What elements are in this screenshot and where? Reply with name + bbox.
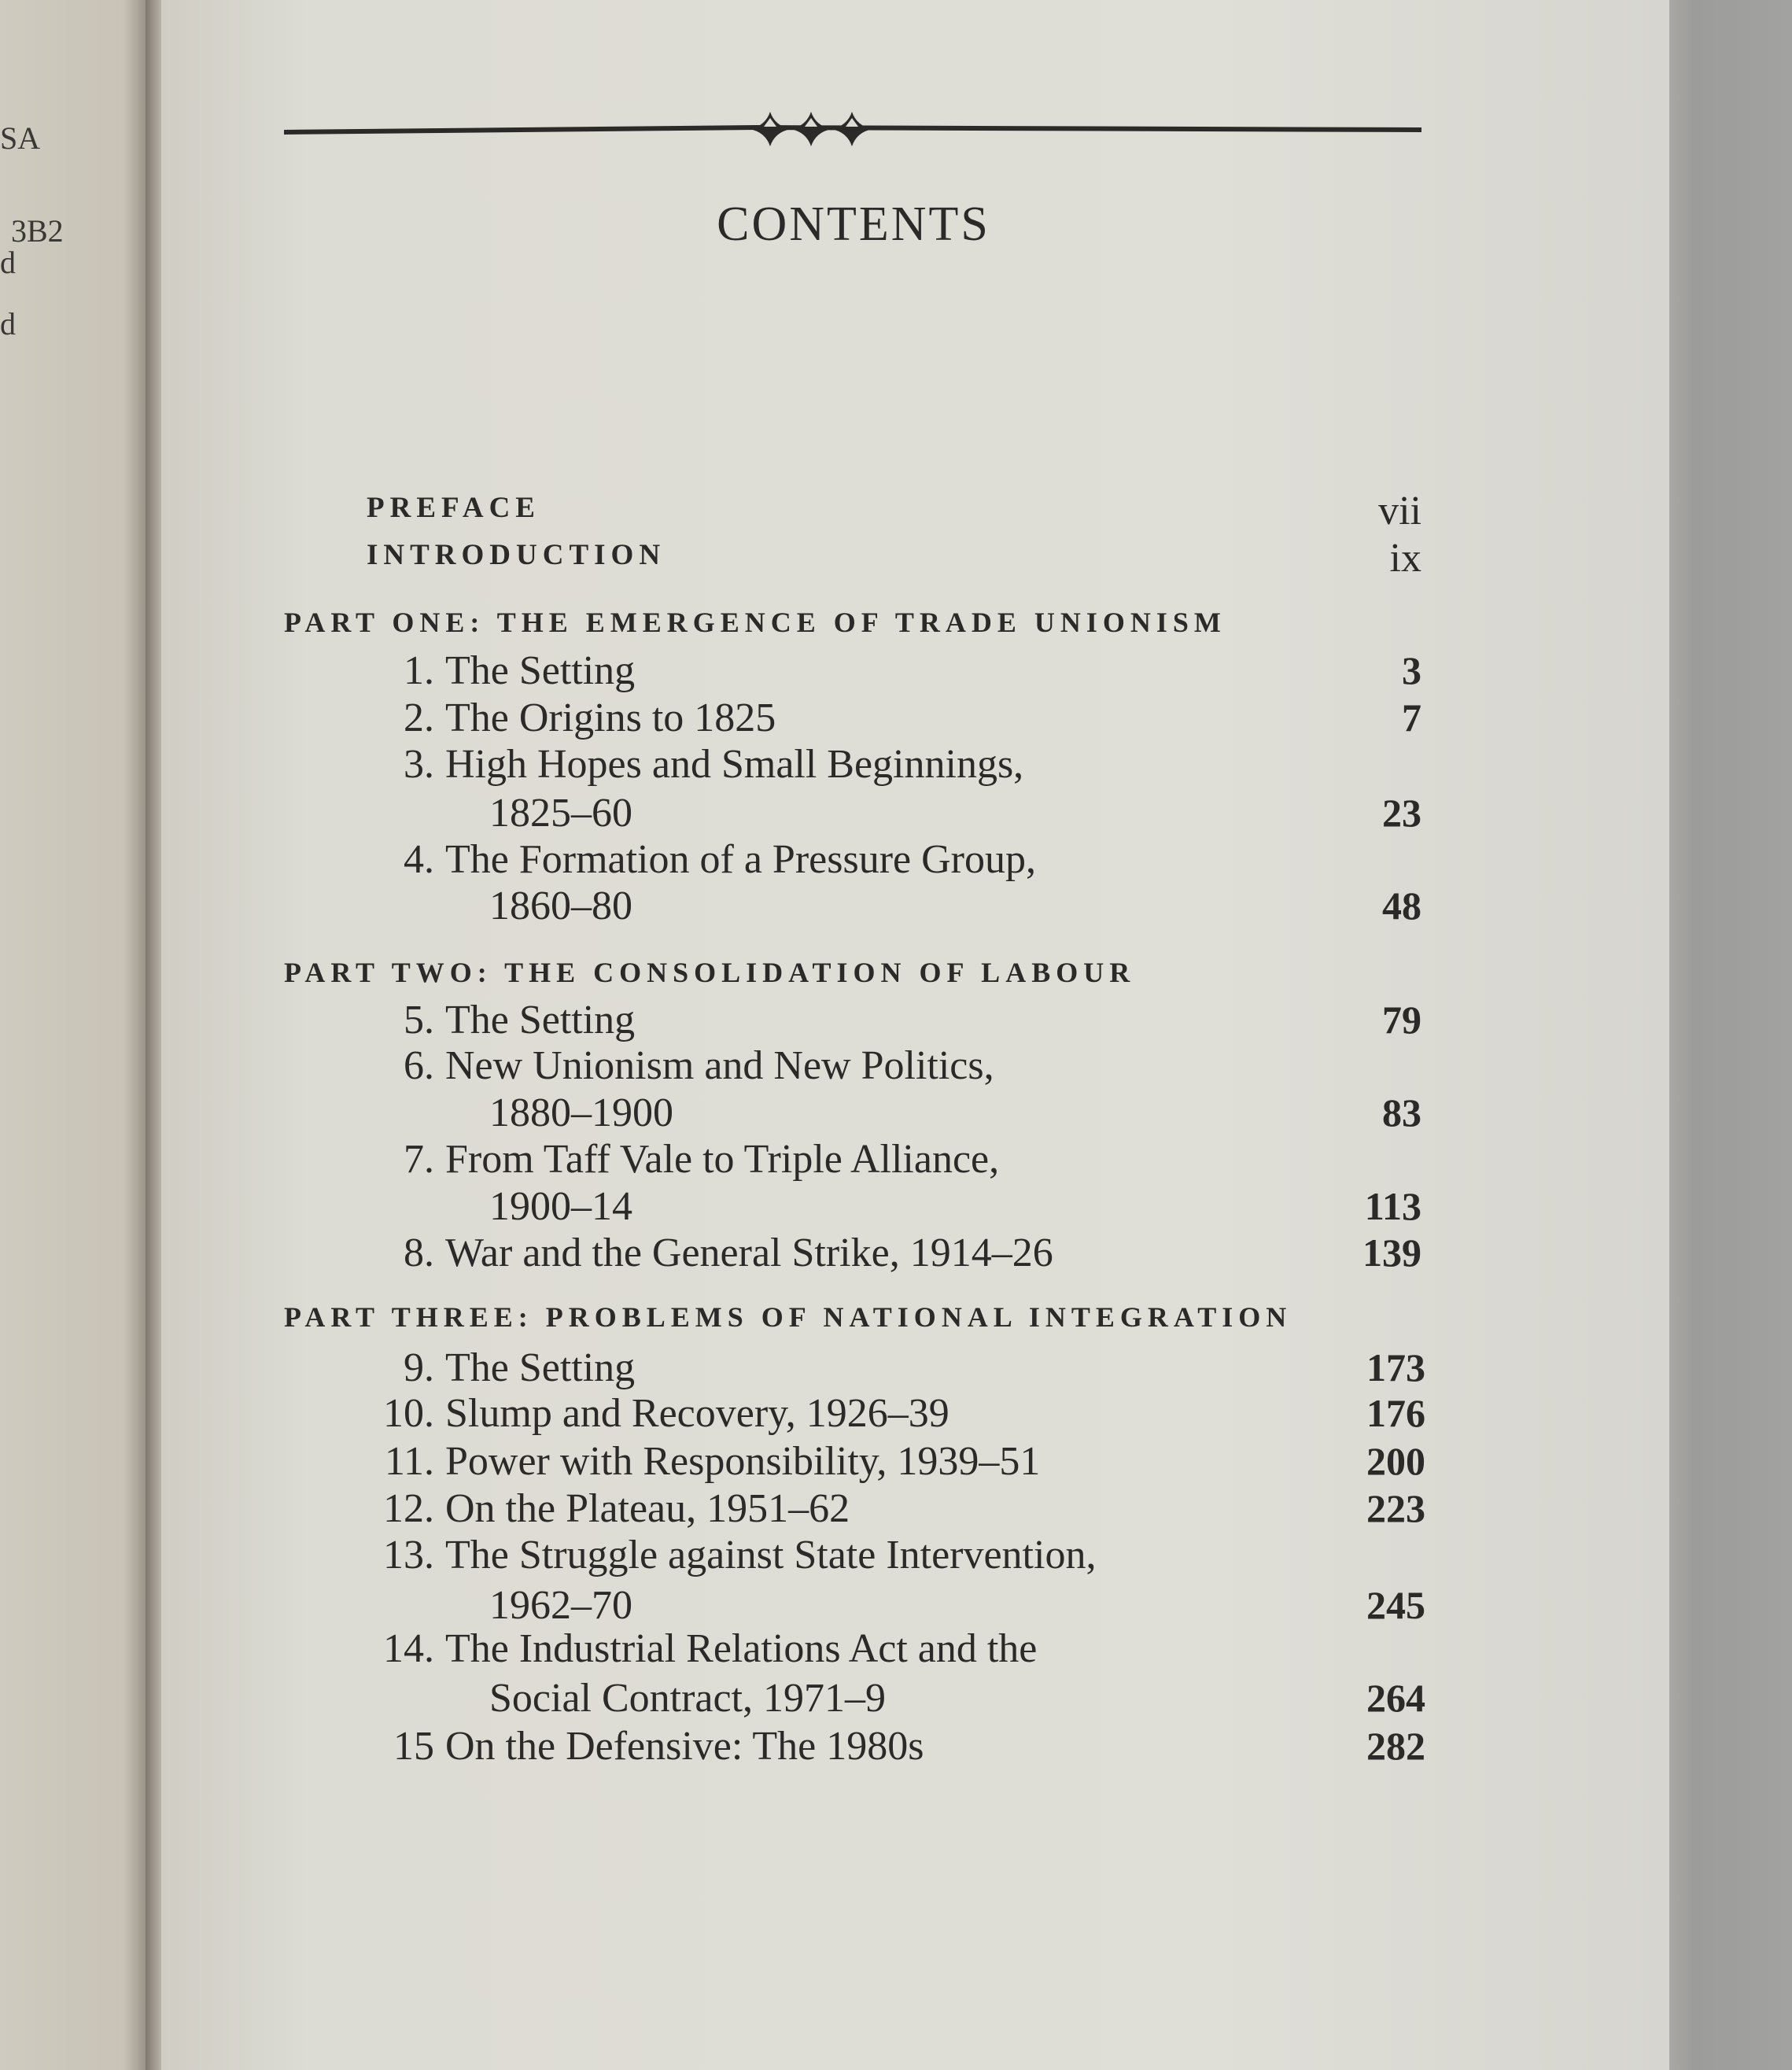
page-number: ix [1389,536,1421,581]
chapter-number: 15 [393,1724,434,1769]
chapter-number: 1. [404,648,434,693]
page-number: 139 [1362,1231,1421,1275]
page-number: 264 [1366,1676,1425,1720]
part-heading: PART TWO: THE CONSOLIDATION OF LABOUR [284,957,1136,988]
chapter-number: 5. [404,998,434,1042]
chapter-title: From Taff Vale to Triple Alliance, [445,1137,1000,1182]
chapter-title: The Struggle against State Intervention, [445,1533,1097,1577]
chapter-title: The Industrial Relations Act and the [445,1626,1038,1671]
chapter-number: 12. [383,1486,434,1531]
page-title: CONTENTS [717,197,990,251]
chapter-title: The Formation of a Pressure Group, [445,837,1036,882]
chapter-number: 10. [383,1391,434,1436]
page-number: 245 [1366,1583,1425,1627]
left-page-fragment: SA [0,120,41,156]
part-heading: PART THREE: PROBLEMS OF NATIONAL INTEGRATION [284,1301,1292,1333]
chapter-title: On the Plateau, 1951–62 [445,1486,850,1531]
chapter-title-continuation: 1900–14 [489,1184,632,1229]
page-number: 223 [1366,1486,1425,1530]
page-number: 3 [1402,648,1421,692]
chapter-title-continuation: 1880–1900 [489,1090,673,1135]
chapter-number: 3. [404,742,434,787]
page-number: 176 [1366,1391,1425,1435]
ornamental-rule-icon [284,110,1421,149]
front-matter-label: PREFACE [367,492,540,524]
chapter-title: Slump and Recovery, 1926–39 [445,1391,949,1436]
page-number: 83 [1382,1090,1421,1135]
chapter-title-continuation: Social Contract, 1971–9 [489,1676,887,1721]
chapter-number: 9. [404,1345,434,1390]
page-number: 7 [1402,696,1421,740]
chapter-number: 6. [404,1043,434,1088]
part-heading: PART ONE: THE EMERGENCE OF TRADE UNIONISM [284,607,1226,638]
chapter-number: 14. [383,1626,434,1671]
chapter-title: Power with Responsibility, 1939–51 [445,1439,1041,1484]
chapter-number: 2. [404,696,434,740]
chapter-title: On the Defensive: The 1980s [445,1724,924,1769]
chapter-title: The Setting [445,998,636,1042]
chapter-title-continuation: 1962–70 [489,1583,632,1628]
chapter-number: 11. [384,1439,434,1484]
book-gutter [146,0,161,2070]
page-number: 200 [1366,1439,1425,1483]
page-number: 48 [1382,884,1421,928]
chapter-title: War and the General Strike, 1914–26 [445,1231,1053,1275]
chapter-title: New Unionism and New Politics, [445,1043,994,1088]
chapter-title-continuation: 1825–60 [489,791,632,836]
page-number: 282 [1366,1724,1425,1768]
chapter-number: 7. [404,1137,434,1182]
chapter-number: 4. [404,837,434,882]
page-number: 79 [1382,998,1421,1042]
chapter-title: The Setting [445,648,636,693]
background-edge [1669,0,1792,2070]
page-number: 23 [1382,791,1421,835]
page-number: vii [1378,489,1421,533]
chapter-number: 8. [404,1231,434,1275]
left-page [0,0,146,2070]
chapter-title: The Origins to 1825 [445,696,776,740]
chapter-number: 13. [383,1533,434,1577]
left-page-fragment: d [0,306,16,341]
chapter-title-continuation: 1860–80 [489,884,632,928]
left-page-fragment: 3B2 [11,213,64,249]
chapter-title: The Setting [445,1345,636,1390]
left-page-fragment: d [0,245,16,280]
page-number: 113 [1364,1184,1421,1228]
front-matter-label: INTRODUCTION [367,539,666,571]
chapter-title: High Hopes and Small Beginnings, [445,742,1024,787]
page-number: 173 [1366,1345,1425,1389]
